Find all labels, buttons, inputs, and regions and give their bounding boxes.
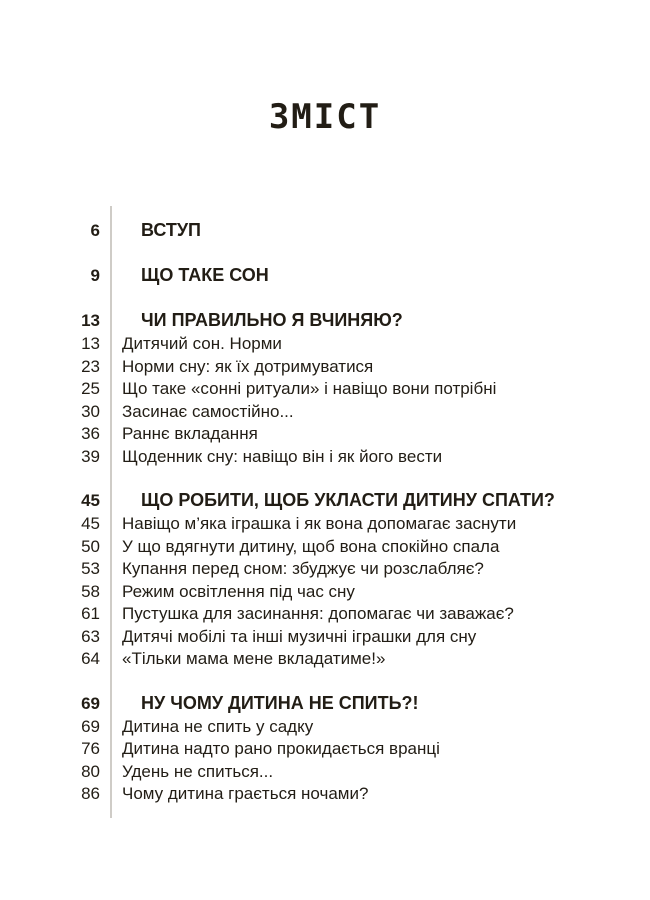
page-number: 30: [81, 401, 100, 421]
toc-entry: [0, 783, 650, 806]
page-number: 9: [90, 266, 100, 285]
toc-entry: [0, 626, 650, 649]
page-title: ЗМІСТ: [268, 97, 382, 137]
toc-entry: [0, 401, 650, 424]
toc-entry: [0, 648, 650, 671]
toc-entry: [0, 761, 650, 784]
toc-entry: [0, 581, 650, 604]
toc-entry: [0, 716, 650, 739]
toc-rows: [0, 218, 650, 806]
entry-title: Засинає самостійно...: [122, 401, 294, 421]
toc-section: [0, 308, 650, 468]
toc-section-heading: [0, 691, 650, 716]
toc-entry: [0, 513, 650, 536]
page-number: 13: [81, 311, 100, 330]
page-number: 58: [81, 581, 100, 601]
page-number: 86: [81, 784, 100, 803]
page-number: 25: [81, 379, 100, 398]
section-title: НУ ЧОМУ ДИТИНА НЕ СПИТЬ?!: [141, 692, 419, 713]
entry-title: Що таке «сонні ритуали» і навіщо вони потрібні: [122, 379, 497, 398]
page-number: 6: [90, 221, 100, 240]
section-title: ВСТУП: [141, 220, 201, 240]
page-number: 13: [81, 334, 100, 353]
page-number: 61: [81, 604, 100, 623]
toc-section: [0, 263, 650, 288]
entry-title: Щоденник сну: навіщо він і як його вести: [122, 446, 443, 466]
entry-title: Удень не спиться...: [122, 761, 274, 781]
entry-title: У що вдягнути дитину, щоб вона спокійно спала: [122, 536, 500, 556]
entry-title: Раннє вкладання: [122, 424, 258, 443]
toc-entry: [0, 378, 650, 401]
entry-title: Дитячі мобілі та інші музичні іграшки для сну: [122, 626, 477, 646]
toc-section: [0, 218, 650, 243]
toc-section: [0, 488, 650, 671]
page-number: 64: [81, 649, 100, 668]
toc-section-heading: [0, 308, 650, 333]
toc-section-heading: [0, 218, 650, 243]
page-number: 76: [81, 739, 100, 758]
page-number: 45: [81, 514, 100, 533]
entry-title: Дитина не спить у садку: [122, 716, 314, 736]
toc-section-heading: [0, 488, 650, 513]
section-title: ЩО ТАКЕ СОН: [141, 265, 269, 285]
section-title: ЧИ ПРАВИЛЬНО Я ВЧИНЯЮ?: [141, 310, 403, 330]
page-number: 80: [81, 761, 100, 781]
page-number: 23: [81, 356, 100, 376]
toc-entry: [0, 738, 650, 761]
page-number: 53: [81, 559, 100, 578]
toc-entry: [0, 356, 650, 379]
entry-title: Чому дитина грається ночами?: [122, 784, 369, 803]
entry-title: Дитина надто рано прокидається вранці: [122, 739, 440, 758]
toc-section-heading: [0, 263, 650, 288]
entry-title: Навіщо м’яка іграшка і як вона допомагає заснути: [122, 514, 517, 533]
entry-title: Режим освітлення під час сну: [122, 581, 355, 601]
toc-entry: [0, 446, 650, 469]
toc-entry: [0, 536, 650, 559]
page-number: 50: [81, 536, 100, 556]
divider-line: [110, 206, 112, 818]
toc-section: [0, 691, 650, 806]
toc-entry: [0, 603, 650, 626]
toc-entry: [0, 333, 650, 356]
toc-entry: [0, 558, 650, 581]
page-number: 69: [81, 716, 100, 736]
page-number: 63: [81, 626, 100, 646]
page-number: 39: [81, 446, 100, 466]
table-of-contents: [0, 206, 650, 818]
entry-title: Купання перед сном: збуджує чи розслабляє?: [122, 559, 484, 578]
entry-title: Дитячий сон. Норми: [122, 334, 282, 353]
entry-title: «Тільки мама мене вкладатиме!»: [122, 649, 386, 668]
page-number: 45: [81, 491, 100, 510]
toc-entry: [0, 423, 650, 446]
entry-title: Норми сну: як їх дотримуватися: [122, 356, 374, 376]
section-title: ЩО РОБИТИ, ЩОБ УКЛАСТИ ДИТИНУ СПАТИ?: [141, 490, 555, 510]
page-number: 36: [81, 424, 100, 443]
page-number: 69: [81, 693, 100, 713]
entry-title: Пустушка для засинання: допомагає чи заважає?: [122, 604, 514, 623]
